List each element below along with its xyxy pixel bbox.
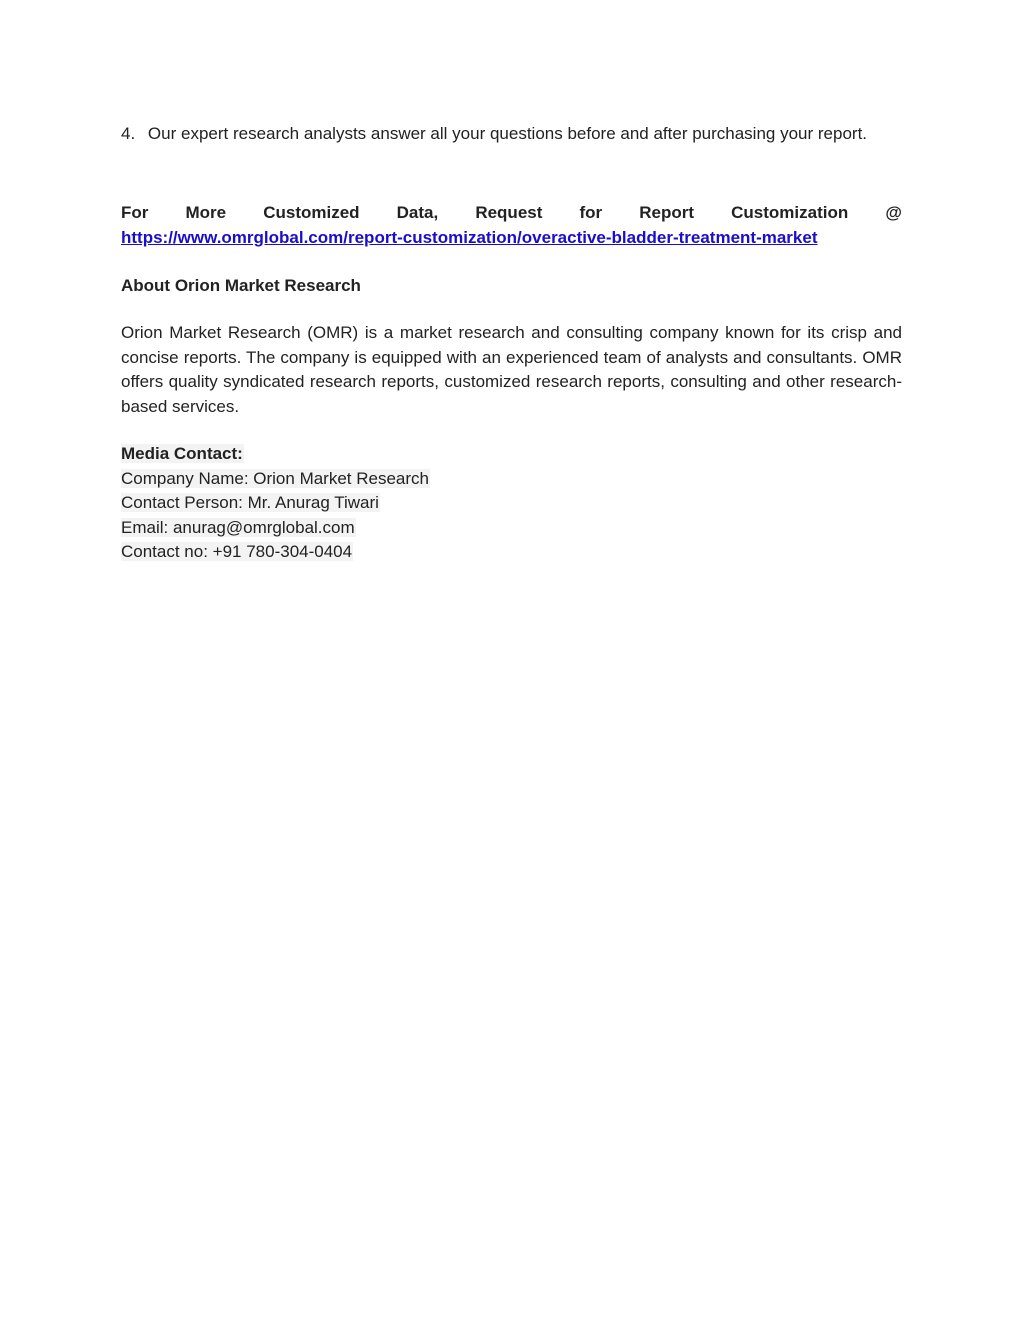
- request-word: for: [579, 203, 603, 222]
- contact-person: Contact Person: Mr. Anurag Tiwari: [121, 493, 379, 513]
- list-number: 4.: [121, 124, 136, 143]
- request-word: @: [885, 203, 902, 222]
- request-word: Data,: [396, 203, 439, 222]
- list-item-4: [121, 120, 902, 148]
- media-contact: [121, 442, 430, 565]
- request-word: Report: [639, 203, 695, 222]
- about-paragraph: Orion Market Research (OMR) is a market research and consulting company known for its crisp and concise reports. The company is equipped with an experienced team of analysts and consultants. OMR offers quality syndicated research reports, customized research reports, consulting and other research-based services.: [121, 323, 902, 416]
- contact-email: Email: anurag@omrglobal.com: [121, 517, 355, 537]
- media-contact-title: Media Contact:: [121, 444, 243, 463]
- about-heading: About Orion Market Research: [121, 276, 361, 295]
- request-word: Customized: [263, 203, 360, 222]
- customization-link[interactable]: https://www.omrglobal.com/report-customization/overactive-bladder-treatment-market: [121, 228, 818, 247]
- customization-request: [121, 200, 902, 250]
- list-item-text: Our expert research analysts answer all your questions before and after purchasing your report.: [147, 124, 868, 143]
- request-word: More: [185, 203, 227, 222]
- request-word: Customization: [731, 203, 849, 222]
- request-word: For: [121, 203, 149, 222]
- contact-phone: Contact no: +91 780-304-0404: [121, 542, 353, 562]
- customization-request-line: [121, 200, 902, 225]
- request-word: Request: [475, 203, 543, 222]
- company-name: Company Name: Orion Market Research: [121, 468, 430, 488]
